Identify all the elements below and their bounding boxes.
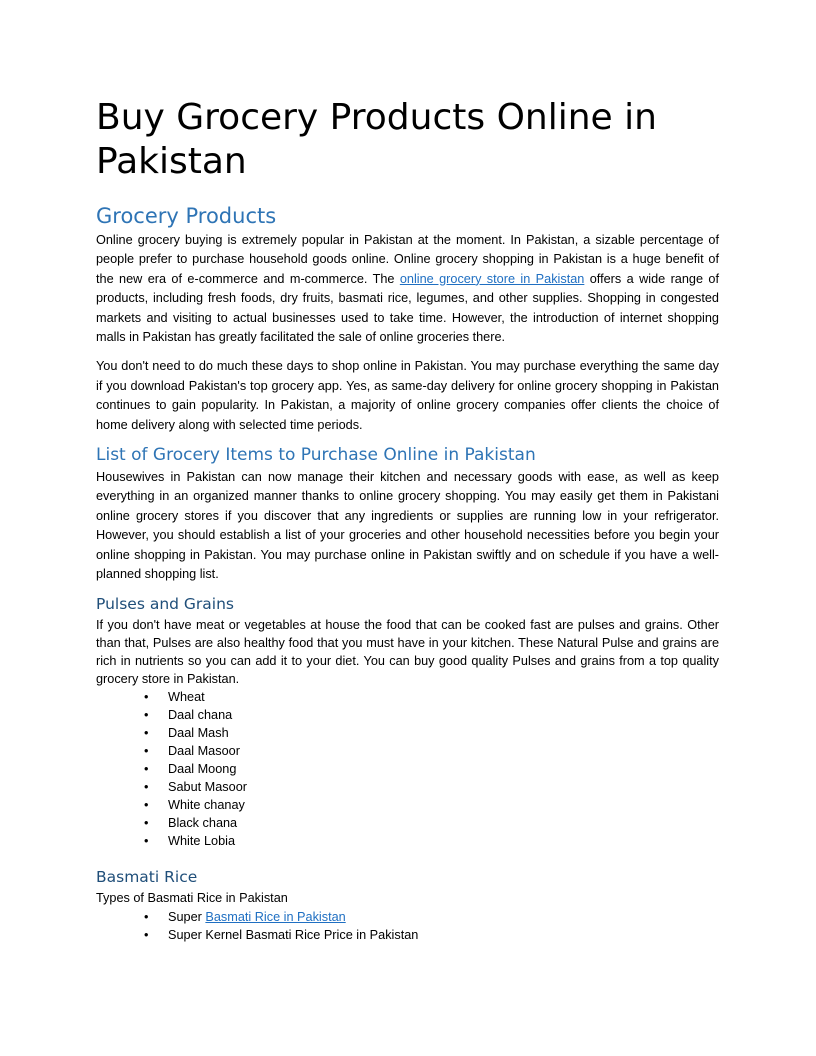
- list-item: • Black chana: [144, 816, 238, 831]
- bullet-icon: •: [144, 744, 149, 759]
- paragraph-basmati-intro: Types of Basmati Rice in Pakistan: [96, 891, 288, 906]
- paragraph-text: Online grocery buying is extremely popular in Pakistan at the moment. In Pakistan, a sizable percentage of people prefer to purchase household goods online. Online grocery shopping in Pakistan is a huge benefit of the new era of e-commerce and m-commerce. The: [96, 233, 719, 286]
- bullet-icon: •: [144, 816, 149, 831]
- heading-grocery-items-list: List of Grocery Items to Purchase Online in Pakistan: [96, 445, 536, 466]
- heading-pulses-grains: Pulses and Grains: [96, 594, 234, 613]
- document-title: Buy Grocery Products Online in Pakistan: [96, 97, 657, 182]
- paragraph-same-day-delivery: You don't need to do much these days to shop online in Pakistan. You may purchase everything the same day if you download Pakistan's top grocery app. Yes, as same-day delivery for online grocery shopping in Pakistan continues to gain popularity. In Pakistan, a majority of online grocery companies offer clients the choice of home delivery along with selected time periods.: [96, 359, 719, 432]
- list-item: • Daal Moong: [144, 762, 237, 777]
- paragraph-housewives: Housewives in Pakistan can now manage their kitchen and necessary goods with ease, as well as keep everything in an organized manner thanks to online grocery shopping. You may easily get them in Pakistani online grocery stores if you discover that any ingredients or supplies are running low in your refrigerator. However, you should establish a list of your groceries and other household necessities before you begin your online shopping in Pakistan. You may purchase online in Pakistan swiftly and on schedule if you have a well-planned shopping list.: [96, 470, 719, 582]
- paragraph-pulses: If you don't have meat or vegetables at house the food that can be cooked fast are pulses and grains. Other than that, Pulses are also healthy food that you must have in your kitchen. These Natural Pulse and grains are rich in nutrients so you can add it to your diet. You can buy good quality Pulses and grains from a top quality grocery store in Pakistan.: [96, 617, 719, 687]
- list-item: • Super Kernel Basmati Rice Price in Pakistan: [144, 927, 419, 942]
- pulses-list: [96, 688, 719, 850]
- heading-basmati-rice: Basmati Rice: [96, 868, 198, 887]
- bullet-icon: •: [144, 909, 149, 924]
- list-item: • Super Basmati Rice in Pakistan: [144, 909, 346, 924]
- list-item: • White Lobia: [144, 834, 235, 849]
- list-item: • Sabut Masoor: [144, 780, 247, 795]
- list-item: • White chanay: [144, 798, 245, 813]
- paragraph-grocery-intro: [96, 231, 719, 347]
- bullet-icon: •: [144, 927, 149, 942]
- bullet-icon: •: [144, 762, 149, 777]
- heading-grocery-products: Grocery Products: [96, 204, 277, 228]
- document-page: [96, 96, 719, 944]
- bullet-icon: •: [144, 708, 149, 723]
- list-item: • Daal Mash: [144, 726, 229, 741]
- list-item: • Wheat: [144, 690, 205, 705]
- list-item: • Daal Masoor: [144, 744, 240, 759]
- paragraph-text: offers a wide range of products, including fresh foods, dry fruits, basmati rice, legumes, and other supplies. Shopping in congested markets and visiting to actual businesses used to take time. However, the introduction of internet shopping malls in Pakistan has greatly facilitated the sale of online groceries there.: [96, 271, 720, 345]
- list-item: • Daal chana: [144, 708, 233, 723]
- bullet-icon: •: [144, 690, 149, 705]
- bullet-icon: •: [144, 726, 149, 741]
- basmati-list: [96, 908, 719, 944]
- bullet-icon: •: [144, 780, 149, 795]
- bullet-icon: •: [144, 798, 149, 813]
- basmati-rice-link[interactable]: Basmati Rice in Pakistan: [205, 909, 346, 924]
- bullet-icon: •: [144, 834, 149, 849]
- online-grocery-store-link[interactable]: online grocery store in Pakistan: [399, 271, 585, 286]
